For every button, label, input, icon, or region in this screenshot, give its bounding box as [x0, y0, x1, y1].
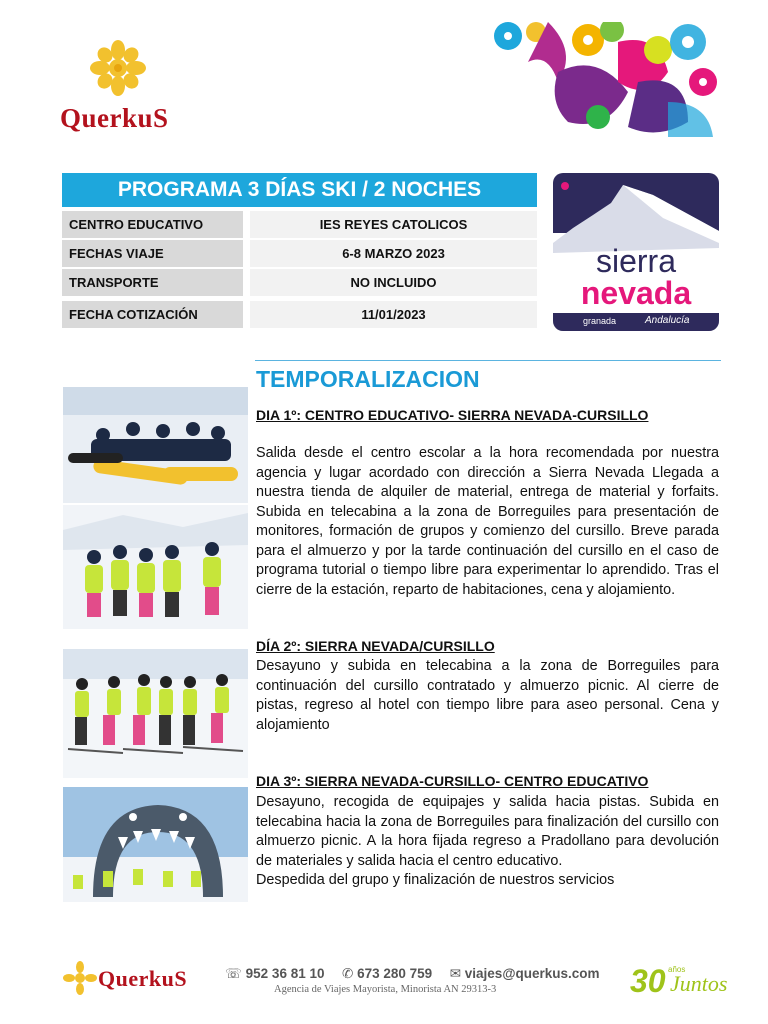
anniversary-badge	[630, 963, 734, 999]
row-value: 11/01/2023	[250, 301, 537, 328]
photo-skiers-group	[63, 505, 248, 629]
photo-ski-class	[63, 649, 248, 778]
day3-closing: Despedida del grupo y finalización de nuestros servicios	[256, 872, 615, 888]
phone-icon: ☏	[225, 966, 242, 981]
nevada-word: nevada	[580, 275, 692, 311]
whatsapp-icon: ✆	[342, 966, 354, 981]
contact-info	[225, 966, 600, 982]
sierra-word: sierra	[595, 243, 676, 279]
day2-text: Desayuno y subida en telecabina a la zona de Borreguiles para continuación del cursillo contratado y almuerzo picnic. Al cierre de pistas, regreso al hotel con tiempo libre para aseo personal. Cena y alojamiento	[256, 658, 719, 733]
phone-number[interactable]: 952 36 81 10	[245, 966, 325, 981]
day3-text: Desayuno, recogida de equipajes y salida hacia pistas. Subida en telecabina hacia la zona de Borreguiles para finalización del cursillo con almuerzo picnic. A la hora fijada regreso a Pradollano para devolución de materiales y salida hacia el centro educativo.	[256, 794, 719, 869]
brand-name: QuerkuS	[60, 103, 169, 133]
day3-title: DIA 3º: SIERRA NEVADA-CURSILLO- CENTRO EDUCATIVO	[256, 773, 649, 789]
photo-snowboard-group	[63, 387, 248, 503]
decorative-art	[488, 22, 718, 140]
sierra-nevada-logo	[553, 173, 719, 331]
program-row	[62, 240, 537, 267]
section-title: TEMPORALIZACION	[256, 366, 480, 392]
program-row	[62, 269, 537, 296]
row-label: TRANSPORTE	[62, 269, 243, 296]
day1-text: Salida desde el centro escolar a la hora recomendada por nuestra agencia y lugar acordado con dirección a Sierra Nevada Llegada a nuestra tienda de alquiler de material, entrega de material y forfaits. Subida en telecabina a la zona de Borreguiles para presentación de monitores, formación de grupos y comienzo del cursillo. Breve parada para el almuerzo y por la tarde continuación del cursillo en el caso de programa tutorial o tiempo libre para experimentar lo aprendido. Tras el cierre de la estación, reparto de habitaciones, cena y alojamiento.	[256, 445, 719, 598]
row-label: CENTRO EDUCATIVO	[62, 211, 243, 238]
agency-license: Agencia de Viajes Mayorista, Minorista AN 29313-3	[274, 984, 497, 995]
anniversary-word: Juntos	[670, 971, 728, 996]
photo-shark-arch	[63, 787, 248, 902]
flower-emblem-icon	[62, 960, 98, 996]
andalucia-text: Andalucía	[645, 315, 690, 326]
footer-brand-name: QuerkuS	[98, 966, 188, 991]
program-title: PROGRAMA 3 DÍAS SKI / 2 NOCHES	[62, 173, 537, 207]
day2-title: DÍA 2º: SIERRA NEVADA/CURSILLO	[256, 638, 495, 654]
row-label: FECHAS VIAJE	[62, 240, 243, 267]
email-link[interactable]: viajes@querkus.com	[464, 966, 600, 981]
anniversary-number: 30	[630, 963, 666, 999]
program-row	[62, 211, 537, 238]
anniversary-small: años	[668, 965, 686, 974]
whatsapp-number[interactable]: 673 280 759	[357, 966, 433, 981]
section-divider	[255, 360, 721, 361]
row-value: NO INCLUIDO	[250, 269, 537, 296]
footer-logo	[62, 960, 202, 1000]
row-label: FECHA COTIZACIÓN	[62, 301, 243, 328]
day1-title: DIA 1º: CENTRO EDUCATIVO- SIERRA NEVADA-CURSILLO	[256, 407, 649, 423]
row-value: IES REYES CATOLICOS	[250, 211, 537, 238]
querkus-logo	[58, 38, 188, 133]
program-row	[62, 301, 537, 328]
granada-text: granada	[583, 316, 617, 326]
flower-emblem-icon	[58, 38, 188, 98]
email-icon: ✉	[449, 966, 462, 981]
row-value: 6-8 MARZO 2023	[250, 240, 537, 267]
